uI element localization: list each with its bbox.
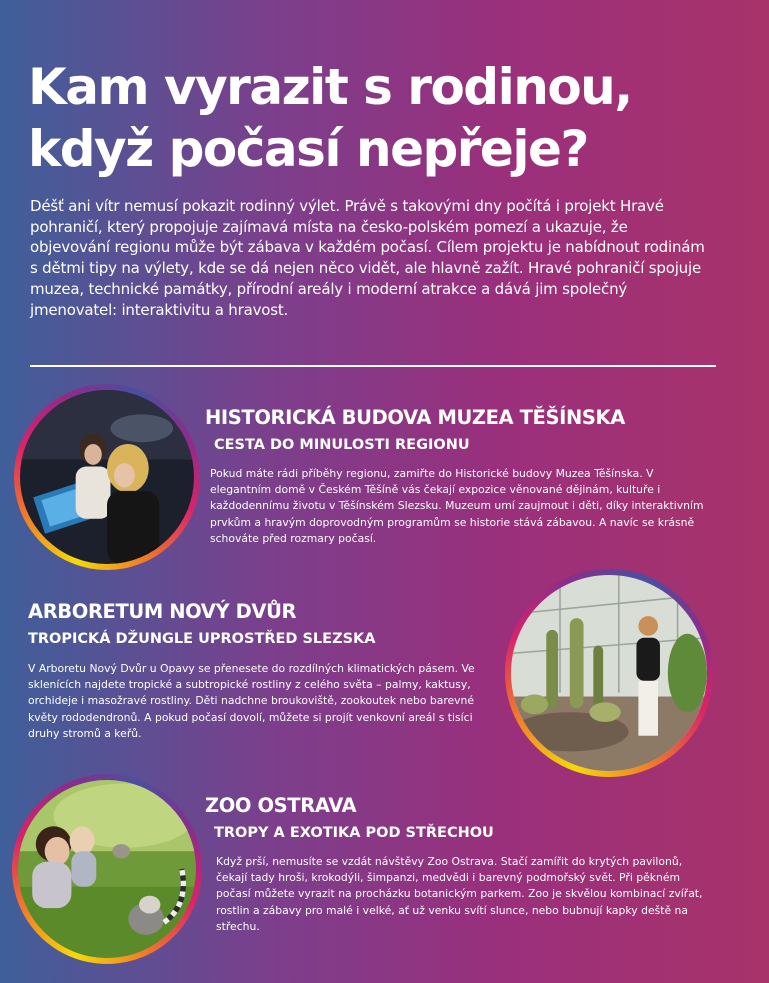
section-heading: HISTORICKÁ BUDOVA MUZEA TĚŠÍNSKA	[205, 406, 625, 429]
museum-photo	[14, 384, 200, 570]
section-subheading: CESTA DO MINULOSTI REGIONU	[214, 437, 470, 453]
title-line: když počasí nepřeje?	[28, 120, 588, 178]
section-heading: ARBORETUM NOVÝ DVŮR	[28, 600, 297, 623]
section-subheading: TROPY A EXOTIKA POD STŘECHOU	[214, 825, 494, 841]
zoo-lemur-photo	[12, 774, 202, 964]
page-title	[28, 56, 632, 180]
title-line: Kam vyrazit s rodinou,	[28, 58, 632, 116]
section-heading: ZOO OSTRAVA	[205, 794, 357, 817]
divider	[30, 365, 716, 367]
section-text: Když prší, nemusíte se vzdát návštěvy Zoo Ostrava. Stačí zamířit do krytých pavilonů, čekají tady hroši, krokodýli, šimpanzi, medvědi i barevný podmořský svět. Při pěkném počasí můžete vyrazit na procházku botanickým parkem. Zoo je skvělou kombinací zvířat, rostlin a zábavy pro malé i velké, ať už venku svítí slunce, nebo bubnují kapky deště na střechu.	[216, 855, 703, 933]
section-text: Pokud máte rádi příběhy regionu, zamiřte do Historické budovy Muzea Těšínska. V elegantním domě v Českém Těšíně vás čekají expozice věnované dějinám, kultuře i každodennímu životu v Těšínském Slezsku. Muzeum umí zaujmout i děti, díky interaktivním prvkům a hravým doprovodným programům se historie stává zábavou. A navíc se krásně schováte před rozmary počasí.	[210, 467, 704, 545]
greenhouse-cactus-photo	[505, 569, 713, 777]
section-subheading: TROPICKÁ DŽUNGLE UPROSTŘED SLEZSKA	[28, 631, 376, 647]
intro-paragraph: Déšť ani vítr nemusí pokazit rodinný výlet. Právě s takovými dny počítá i projekt Hravé pohraničí, který propojuje zajímavá místa na česko-polském pomezí a ukazuje, že objevování regionu může být zábava v každém počasí. Cílem projektu je nabídnout rodinám s dětmi tipy na výlety, kde se dá nejen něco vidět, ale hlavně zažít. Hravé pohraničí spojuje muzea, technické památky, přírodní areály i moderní atrakce a dává jim společný jmenovatel: interaktivitu a hravost.	[30, 197, 705, 319]
section-text: V Arboretu Nový Dvůr u Opavy se přenesete do rozdílných klimatických pásem. Ve sklenících najdete tropické a subtropické rostliny z celého světa – palmy, kaktusy, orchideje i masožravé rostliny. Děti nadchne broukoviště, zookoutek nebo barevné květy rododendronů. A pokud počasí dovolí, můžete si projít venkovní areál s tisíci druhy stromů a keřů.	[28, 662, 475, 740]
